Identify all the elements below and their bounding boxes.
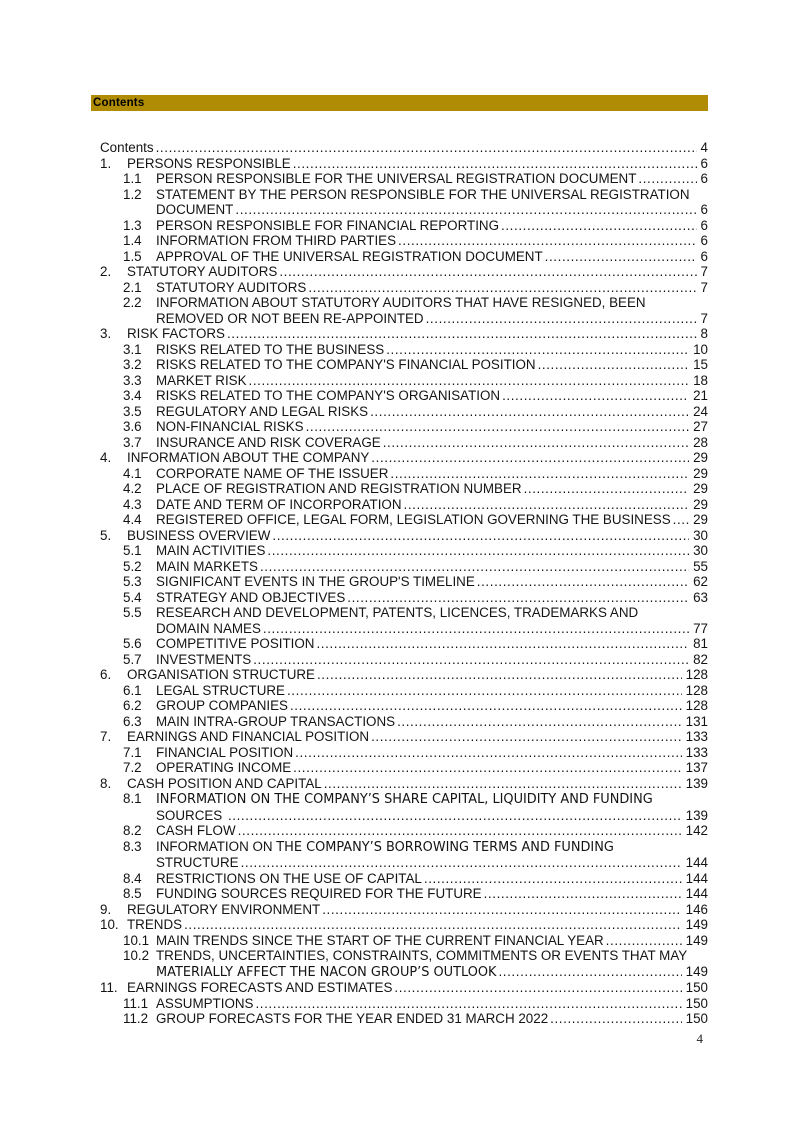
toc-page-number: 144 [685, 886, 708, 901]
dot-leader [424, 871, 682, 887]
toc-row [100, 980, 708, 996]
dot-leader [263, 621, 689, 637]
toc-title: PERSONS RESPONSIBLE [127, 155, 291, 171]
dot-leader [606, 933, 682, 949]
dot-leader [267, 543, 689, 559]
dot-leader [308, 280, 696, 296]
toc-row [100, 156, 708, 172]
dot-leader [253, 652, 689, 668]
dot-leader [249, 373, 690, 389]
toc-page-number: 63 [693, 589, 708, 605]
toc-row [100, 714, 708, 730]
toc-page-number: 139 [685, 807, 708, 823]
dot-leader [550, 1011, 682, 1027]
toc-number: 8.4 [123, 870, 142, 886]
toc-row [100, 543, 708, 559]
toc-number: 3. [100, 326, 112, 341]
toc-row [100, 295, 708, 311]
toc-number: 3.4 [123, 388, 142, 403]
toc-number: 8. [100, 775, 112, 791]
toc-number: 3.2 [123, 357, 142, 372]
toc-row [100, 419, 708, 435]
toc-page-number: 30 [693, 543, 708, 558]
toc-title: MAIN TRENDS SINCE THE START OF THE CURRENT FINANCIAL YEAR [156, 932, 604, 948]
toc-title: FUNDING SOURCES REQUIRED FOR THE FUTURE [156, 886, 482, 901]
toc-number: 2.1 [123, 279, 142, 295]
toc-title: INSURANCE AND RISK COVERAGE [156, 434, 381, 450]
toc-title: MARKET RISK [156, 372, 247, 388]
dot-leader [235, 202, 696, 218]
toc-title: PERSON RESPONSIBLE FOR FINANCIAL REPORTING [156, 217, 500, 233]
toc-row [100, 512, 708, 528]
dot-leader [287, 683, 682, 699]
toc-page-number: 28 [693, 434, 708, 450]
toc-row [100, 996, 708, 1012]
toc-number: 3.5 [123, 403, 142, 419]
toc-number: 10. [100, 917, 119, 932]
toc-page-number: 6 [700, 202, 708, 217]
toc-row [100, 404, 708, 420]
toc-row [100, 948, 708, 964]
toc-row [100, 497, 708, 513]
toc-number: 8.1 [123, 791, 142, 806]
dot-leader [324, 776, 682, 792]
toc-title: APPROVAL OF THE UNIVERSAL REGISTRATION DOCUMENT [156, 248, 543, 264]
toc-page-number: 128 [685, 698, 708, 713]
toc-number: 6.2 [123, 698, 142, 713]
toc-number: 11.1 [123, 995, 149, 1011]
toc-number: 7.1 [123, 744, 142, 760]
toc-page-number: 133 [685, 744, 708, 760]
toc-number: 4.4 [123, 512, 142, 527]
toc-page-number: 139 [685, 775, 708, 791]
toc-row [100, 729, 708, 745]
toc-number: 5.7 [123, 651, 142, 667]
toc-page-number: 29 [693, 450, 708, 465]
toc-page-number: 27 [693, 419, 708, 434]
dot-leader [404, 497, 690, 513]
toc-page-number: 7 [700, 310, 708, 326]
toc-row [100, 357, 708, 373]
toc-page-number: 29 [693, 465, 708, 481]
toc-title: REGISTERED OFFICE, LEGAL FORM, LEGISLATION GOVERNING THE BUSINESS [156, 512, 671, 527]
dot-leader [498, 964, 681, 980]
toc-row [100, 683, 708, 699]
toc-page-number: 21 [693, 388, 708, 403]
dot-leader [545, 249, 697, 265]
toc-number: 1.5 [123, 248, 142, 264]
toc-number: 8.3 [123, 838, 142, 854]
toc-title: STATUTORY AUDITORS [156, 279, 307, 295]
toc-page-number: 150 [685, 1011, 708, 1026]
toc-page-number: 29 [693, 481, 708, 496]
toc-title: INFORMATION ON THE COMPANY’S BORROWING TERMS AND FUNDING [156, 838, 614, 855]
toc-title: TRENDS [127, 917, 183, 932]
toc-title: FINANCIAL POSITION [156, 744, 294, 760]
dot-leader [260, 559, 689, 575]
toc-row [100, 839, 708, 856]
toc-title: STATUTORY AUDITORS [127, 264, 278, 279]
toc-title: CORPORATE NAME OF THE ISSUER [156, 465, 389, 481]
toc-number: 10.2 [123, 948, 150, 963]
toc-row [100, 202, 708, 218]
toc-row [100, 823, 708, 839]
toc-row [100, 326, 708, 342]
toc-row [100, 233, 708, 249]
dot-leader [398, 233, 697, 249]
toc-title: STATEMENT BY THE PERSON RESPONSIBLE FOR THE UNIVERSAL REGISTRATION [156, 186, 690, 202]
toc-page-number: 55 [693, 558, 708, 574]
toc-number: 6.3 [123, 713, 142, 729]
toc-row [100, 964, 708, 981]
toc-row [100, 902, 708, 918]
dot-leader [538, 357, 690, 373]
toc-page-number: 144 [685, 870, 708, 886]
toc-number: 1. [100, 155, 112, 171]
dot-leader [293, 760, 682, 776]
toc-title: OPERATING INCOME [156, 760, 292, 775]
toc-title: LEGAL STRUCTURE [156, 682, 285, 698]
toc-title: MAIN MARKETS [156, 558, 258, 574]
table-of-contents [100, 140, 708, 1027]
toc-page-number: 8 [700, 326, 708, 341]
dot-leader [394, 980, 681, 996]
toc-page-number: 131 [685, 713, 708, 729]
toc-page-number: 18 [693, 372, 708, 388]
toc-row [100, 218, 708, 234]
toc-row [100, 450, 708, 466]
dot-leader [272, 528, 689, 544]
toc-page-number: 6 [700, 155, 708, 171]
toc-row [100, 435, 708, 451]
dot-leader [316, 636, 689, 652]
toc-row [100, 667, 708, 683]
dot-leader [383, 435, 689, 451]
toc-page-number: 149 [685, 917, 708, 932]
toc-page-number: 7 [700, 279, 708, 295]
toc-title: RESTRICTIONS ON THE USE OF CAPITAL [156, 870, 422, 886]
toc-row [100, 481, 708, 497]
toc-number: 11. [100, 980, 118, 995]
dot-leader [293, 156, 697, 172]
toc-row [100, 652, 708, 668]
toc-row [100, 745, 708, 761]
toc-row [100, 1011, 708, 1027]
toc-page-number: 77 [693, 620, 708, 636]
toc-row [100, 855, 708, 871]
toc-number: 7.2 [123, 760, 142, 775]
toc-page-number: 150 [685, 995, 708, 1011]
toc-page-number: 15 [693, 357, 708, 372]
toc-title: RISKS RELATED TO THE COMPANY'S FINANCIAL POSITION [156, 357, 536, 372]
dot-leader [501, 218, 697, 234]
toc-page-number: 144 [685, 855, 708, 870]
toc-number: 8.2 [123, 823, 142, 838]
toc-page-number: 7 [700, 264, 708, 279]
toc-page-number: 4 [700, 140, 708, 155]
toc-row [100, 574, 708, 590]
toc-page-number: 128 [685, 682, 708, 698]
toc-row [100, 559, 708, 575]
toc-number: 2.2 [123, 295, 142, 310]
toc-number: 5.5 [123, 605, 142, 620]
toc-page-number: 62 [693, 574, 708, 589]
dot-leader [255, 996, 681, 1012]
dot-leader [347, 590, 689, 606]
toc-title: GROUP FORECASTS FOR THE YEAR ENDED 31 MARCH 2022 [156, 1011, 549, 1026]
toc-number: 4.2 [123, 481, 142, 496]
toc-title: ORGANISATION STRUCTURE [127, 667, 315, 682]
dot-leader [426, 311, 697, 327]
dot-leader [317, 667, 682, 683]
dot-leader [524, 481, 690, 497]
toc-row [100, 388, 708, 404]
toc-row [100, 871, 708, 887]
toc-title: BUSINESS OVERVIEW [127, 527, 271, 543]
toc-page-number: 128 [685, 667, 708, 682]
toc-title: INFORMATION ABOUT THE COMPANY [127, 450, 370, 465]
toc-number: 5.3 [123, 574, 142, 589]
toc-page-number: 29 [693, 496, 708, 512]
dot-leader [386, 342, 689, 358]
dot-leader [279, 264, 696, 280]
toc-row [100, 760, 708, 776]
toc-page-number: 10 [693, 341, 708, 357]
dot-leader [397, 714, 682, 730]
toc-row [100, 280, 708, 296]
toc-title: INFORMATION FROM THIRD PARTIES [156, 233, 397, 248]
toc-row [100, 776, 708, 792]
toc-number: 6. [100, 667, 112, 682]
toc-page-number: 142 [685, 823, 708, 838]
toc-row [100, 791, 708, 808]
toc-number: 6.1 [123, 682, 142, 698]
dot-leader [295, 745, 682, 761]
dot-leader [502, 388, 689, 404]
toc-page-number: 150 [685, 980, 708, 995]
dot-leader [238, 823, 682, 839]
toc-number: 3.7 [123, 434, 142, 450]
toc-row [100, 140, 708, 156]
toc-title: DATE AND TERM OF INCORPORATION [156, 496, 402, 512]
toc-number: 9. [100, 901, 112, 917]
toc-title: ASSUMPTIONS [156, 995, 254, 1011]
dot-leader [227, 326, 697, 342]
toc-number: 5. [100, 527, 112, 543]
toc-number: 1.2 [123, 186, 142, 202]
toc-title: NON-FINANCIAL RISKS [156, 419, 304, 434]
toc-number: 5.4 [123, 589, 142, 605]
toc-page-number: 81 [693, 636, 708, 651]
dot-leader [477, 574, 689, 590]
toc-page-number: 30 [693, 527, 708, 543]
toc-title: REMOVED OR NOT BEEN RE-APPOINTED [156, 310, 424, 326]
toc-row [100, 342, 708, 358]
toc-number: 3.3 [123, 372, 142, 388]
dot-leader [290, 698, 682, 714]
toc-page-number: 6 [700, 248, 708, 264]
toc-number: 4.3 [123, 496, 142, 512]
toc-title: RISK FACTORS [127, 326, 225, 341]
toc-page-number: 24 [693, 403, 708, 419]
toc-title: EARNINGS AND FINANCIAL POSITION [127, 729, 370, 744]
toc-page-number: 133 [685, 729, 708, 744]
toc-row [100, 590, 708, 606]
toc-title: MAIN INTRA-GROUP TRANSACTIONS [156, 713, 396, 729]
dot-leader [156, 140, 697, 156]
toc-number: 4. [100, 450, 112, 465]
toc-page-number: 6 [700, 233, 708, 248]
toc-title: Contents [100, 140, 154, 155]
toc-number: 5.2 [123, 558, 142, 574]
toc-title: INVESTMENTS [156, 651, 252, 667]
toc-title: INFORMATION ABOUT STATUTORY AUDITORS THAT HAVE RESIGNED, BEEN [156, 295, 646, 310]
page-number: 4 [696, 1031, 703, 1046]
dot-leader [371, 729, 682, 745]
toc-number: 8.5 [123, 886, 142, 901]
toc-title: SIGNIFICANT EVENTS IN THE GROUP'S TIMELINE [156, 574, 475, 589]
toc-row [100, 808, 708, 824]
dot-leader [306, 419, 690, 435]
toc-title: DOMAIN NAMES [156, 620, 261, 636]
dot-leader [390, 466, 689, 482]
toc-page-number: 6 [700, 217, 708, 233]
toc-row [100, 171, 708, 187]
toc-title: SOURCES [156, 807, 226, 823]
toc-number: 10.1 [123, 932, 150, 948]
toc-row [100, 249, 708, 265]
toc-title: DOCUMENT [156, 202, 234, 217]
toc-title: STRATEGY AND OBJECTIVES [156, 589, 346, 605]
toc-title: REGULATORY AND LEGAL RISKS [156, 403, 369, 419]
toc-title: TRENDS, UNCERTAINTIES, CONSTRAINTS, COMMITMENTS OR EVENTS THAT MAY [156, 948, 688, 963]
toc-title: CASH POSITION AND CAPITAL [127, 775, 322, 791]
toc-title: MATERIALLY AFFECT THE NACON GROUP’S OUTLOOK [156, 964, 497, 980]
toc-page-number: 6 [700, 171, 708, 186]
dot-leader [322, 902, 681, 918]
toc-number: 7. [100, 729, 112, 744]
toc-number: 4.1 [123, 465, 142, 481]
toc-row [100, 698, 708, 714]
dot-leader [371, 450, 689, 466]
toc-title: RISKS RELATED TO THE COMPANY'S ORGANISATION [156, 388, 501, 403]
toc-row [100, 605, 708, 621]
contents-header-title: Contents [93, 97, 145, 109]
toc-page-number: 82 [693, 651, 708, 667]
toc-row [100, 311, 708, 327]
toc-page-number: 29 [693, 512, 708, 527]
toc-title: INFORMATION ON THE COMPANY’S SHARE CAPITAL, LIQUIDITY AND FUNDING [156, 792, 653, 807]
toc-title: CASH FLOW [156, 823, 236, 838]
toc-row [100, 373, 708, 389]
toc-row [100, 933, 708, 949]
dot-leader [638, 171, 696, 187]
toc-row [100, 264, 708, 280]
toc-number: 11.2 [123, 1011, 149, 1026]
toc-number: 5.6 [123, 636, 142, 651]
toc-row [100, 528, 708, 544]
toc-number: 2. [100, 264, 112, 279]
toc-page-number: 149 [685, 932, 708, 948]
toc-number: 1.1 [123, 171, 142, 186]
toc-title: REGULATORY ENVIRONMENT [127, 901, 321, 917]
toc-title: RISKS RELATED TO THE BUSINESS [156, 341, 385, 357]
toc-title: STRUCTURE [156, 855, 239, 870]
toc-number: 1.4 [123, 233, 142, 248]
toc-title: PERSON RESPONSIBLE FOR THE UNIVERSAL REGISTRATION DOCUMENT [156, 171, 637, 186]
dot-leader [241, 855, 682, 871]
toc-number: 3.6 [123, 419, 142, 434]
toc-title: PLACE OF REGISTRATION AND REGISTRATION NUMBER [156, 481, 522, 496]
toc-row [100, 917, 708, 933]
toc-row [100, 187, 708, 203]
toc-row [100, 466, 708, 482]
toc-number: 5.1 [123, 543, 142, 558]
toc-title: COMPETITIVE POSITION [156, 636, 315, 651]
contents-header-bar [91, 95, 708, 111]
dot-leader [228, 808, 682, 824]
toc-row [100, 636, 708, 652]
toc-number: 3.1 [123, 341, 142, 357]
dot-leader [484, 886, 682, 902]
toc-title: RESEARCH AND DEVELOPMENT, PATENTS, LICENCES, TRADEMARKS AND [156, 605, 639, 620]
toc-row [100, 621, 708, 637]
dot-leader [673, 512, 689, 528]
dot-leader [184, 917, 682, 933]
toc-row [100, 886, 708, 902]
toc-page-number: 149 [685, 963, 708, 979]
toc-number: 1.3 [123, 217, 142, 233]
toc-page-number: 137 [685, 760, 708, 775]
toc-title: GROUP COMPANIES [156, 698, 288, 713]
toc-title: MAIN ACTIVITIES [156, 543, 266, 558]
dot-leader [370, 404, 689, 420]
toc-title: EARNINGS FORECASTS AND ESTIMATES [127, 980, 393, 995]
toc-page-number: 146 [685, 901, 708, 917]
